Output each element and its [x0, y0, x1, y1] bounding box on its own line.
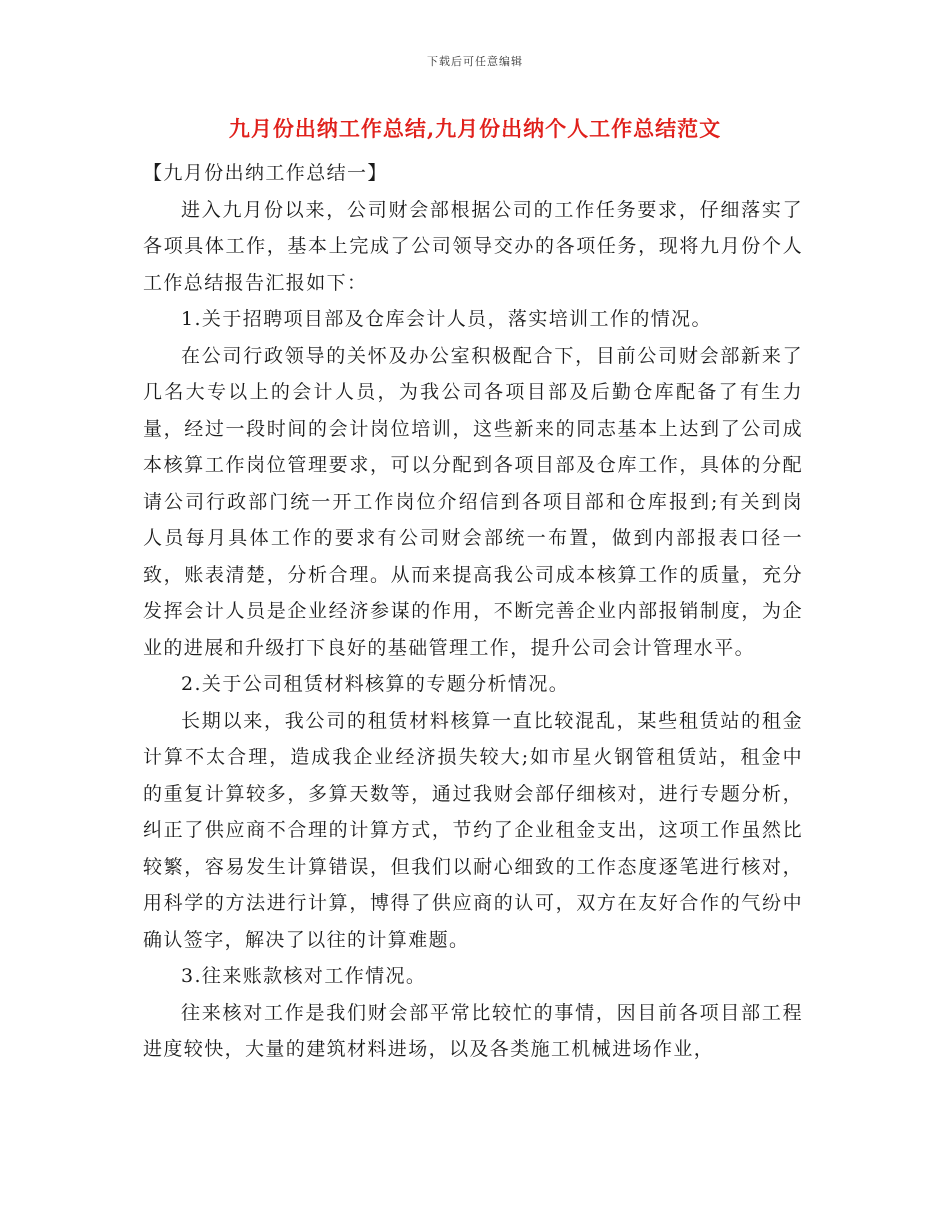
- item-heading-1: 1.关于招聘项目部及仓库会计人员，落实培训工作的情况。: [181, 308, 712, 330]
- document-body: [143, 155, 803, 1068]
- paragraph-item-2: 长期以来，我公司的租赁材料核算一直比较混乱，某些租赁站的租金计算不太合理，造成我企业经济损失较大;如市星火钢管租赁站，租金中的重复计算较多，多算天数等，通过我财会部仔细核对，进行专题分析，纠正了供应商不合理的计算方式，节约了企业租金支出，这项工作虽然比较繁，容易发生计算错误，但我们以耐心细致的工作态度逐笔进行核对，用科学的方法进行计算，博得了供应商的认可，双方在友好合作的气纷中确认签字，解决了以往的计算难题。: [143, 709, 803, 951]
- document-title: 九月份出纳工作总结,九月份出纳个人工作总结范文: [228, 116, 722, 141]
- item-heading-2: 2.关于公司租赁材料核算的专题分析情况。: [181, 673, 570, 695]
- paragraph-item-1: 在公司行政领导的关怀及办公室积极配合下，目前公司财会部新来了几名大专以上的会计人员，为我公司各项目部及后勤仓库配备了有生力量，经过一段时间的会计岗位培训，这些新来的同志基本上达到了公司成本核算工作岗位管理要求，可以分配到各项目部及仓库工作，具体的分配请公司行政部门统一开工作岗位介绍信到各项目部和仓库报到;有关到岗人员每月具体工作的要求有公司财会部统一布置，做到内部报表口径一致，账表清楚，分析合理。从而来提高我公司成本核算工作的质量，充分发挥会计人员是企业经济参谋的作用，不断完善企业内部报销制度，为企业的进展和升级打下良好的基础管理工作，提升公司会计管理水平。: [143, 344, 803, 659]
- item-heading-3: 3.往来账款核对工作情况。: [181, 965, 427, 987]
- paragraph-item-3: 往来核对工作是我们财会部平常比较忙的事情，因目前各项目部工程进度较快，大量的建筑材料进场，以及各类施工机械进场作业，: [143, 1001, 803, 1060]
- section-heading: 【九月份出纳工作总结一】: [143, 162, 388, 184]
- header-note: 下载后可任意编辑: [427, 55, 523, 68]
- paragraph-intro: 进入九月份以来，公司财会部根据公司的工作任务要求，仔细落实了各项具体工作，基本上完成了公司领导交办的各项任务，现将九月份个人工作总结报告汇报如下：: [143, 198, 803, 294]
